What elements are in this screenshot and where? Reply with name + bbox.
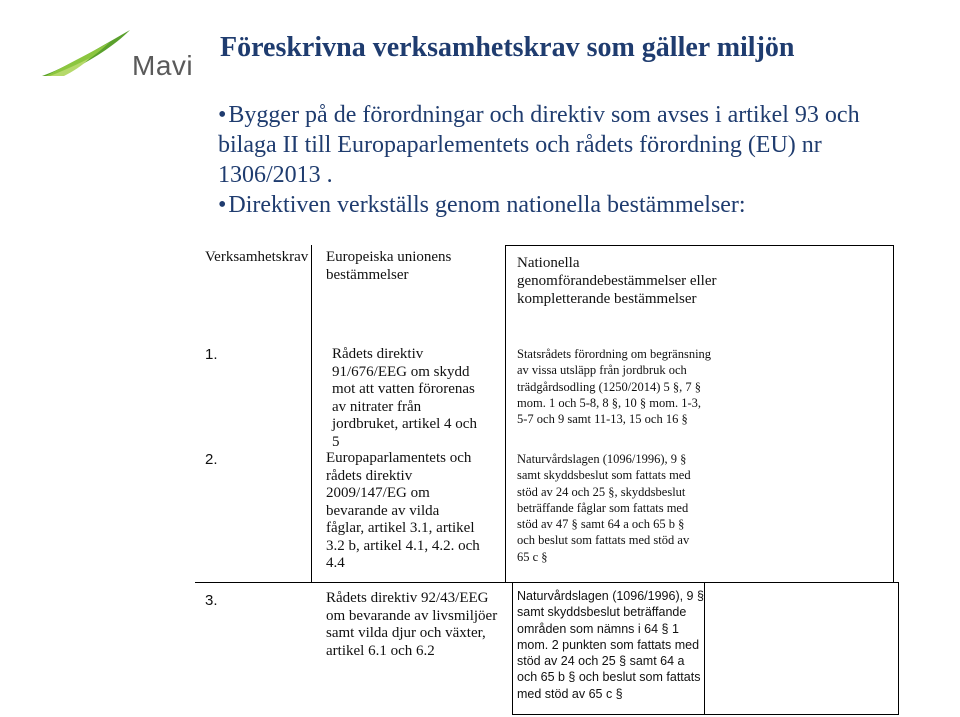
bullet-item: [218, 100, 878, 190]
header-national: Nationella genomförandebestämmelser eller kompletterande bestämmelser: [517, 255, 717, 307]
row-eu-text: Europaparlamentets och rådets direktiv 2009/147/EG om bevarande av vilda fåglar, artikel 3.1, artikel 3.2 b, artikel 4.1, 4.2. och 4.4: [326, 450, 480, 571]
table-border: [311, 245, 312, 582]
bullet-dot: •: [218, 192, 227, 218]
header-verksamhetskrav: Verksamhetskrav: [205, 249, 309, 265]
bullet-text: Bygger på de förordningar och direktiv som avses i artikel 93 och bilaga II till Europaparlementets och rådets förordning (EU) nr 1306/2013 .: [218, 102, 860, 188]
requirements-table: [195, 245, 900, 715]
logo-text: Mavi: [132, 50, 194, 81]
table-border: [893, 245, 894, 582]
table-border: [512, 714, 899, 715]
row-number: 1.: [205, 346, 218, 363]
row-national-text: Statsrådets förordning om begränsning av vissa utsläpp från jordbruk och trädgårdsodling (1250/2014) 5 §, 7 § mom. 1 och 5-8, 8 §, 10 § mom. 1-3, 5-7 och 9 samt 11-13, 15 och 16 §: [517, 347, 712, 427]
bullet-list: [218, 100, 878, 220]
bullet-dot: •: [218, 102, 227, 128]
bullet-text: Direktiven verkställs genom nationella bestämmelser:: [228, 192, 746, 218]
table-border: [505, 245, 506, 582]
row-eu-text: Rådets direktiv 92/43/EEG om bevarande av livsmiljöer samt vilda djur och växter, artikel 6.1 och 6.2: [326, 590, 498, 659]
row-eu-text: Rådets direktiv 91/676/EEG om skydd mot att vatten förorenas av nitrater från jordbruket, artikel 4 och 5: [332, 346, 477, 450]
row-national-text: Naturvårdslagen (1096/1996), 9 § samt skyddsbeslut som fattats med stöd av 24 och 25 §, skyddsbeslut beträffande fåglar som fattats med stöd av 47 § samt 64 a och 65 b § och beslut som fattats med stöd av 65 c §: [517, 452, 691, 564]
mavi-logo: [40, 28, 194, 83]
table-border: [195, 582, 899, 583]
row-national-text: Naturvårdslagen (1096/1996), 9 § samt skyddsbeslut beträffande områden som nämns i 64 § 1 mom. 2 punkten som fattats med stöd av 24 och 25 § samt 64 a och 65 b § och beslut som fattats med stöd av 65 c §: [517, 589, 704, 701]
table-border: [505, 245, 894, 246]
bullet-item: [218, 190, 878, 220]
header-eu: Europeiska unionens bestämmelser: [326, 249, 452, 283]
table-border: [898, 582, 899, 715]
table-border: [512, 582, 513, 715]
mavi-leaf-icon: [40, 28, 135, 80]
row-number: 3.: [205, 592, 218, 609]
row-number: 2.: [205, 451, 218, 468]
slide-title: Föreskrivna verksamhetskrav som gäller miljön: [220, 32, 795, 63]
